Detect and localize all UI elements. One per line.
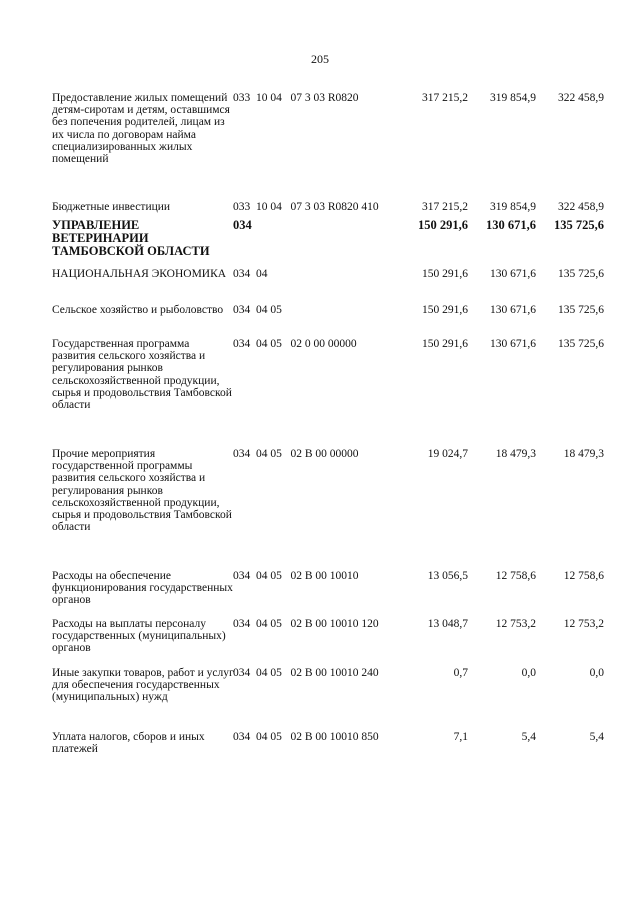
value-year-1: 0,7 <box>453 667 468 679</box>
value-year-3: 5,4 <box>589 731 604 743</box>
row-name: Сельское хозяйство и рыболовство <box>52 304 224 316</box>
value-year-2: 319 854,9 <box>490 92 536 104</box>
value-year-1: 13 048,7 <box>427 618 468 630</box>
value-year-2: 130 671,6 <box>490 338 536 350</box>
value-year-1: 150 291,6 <box>422 304 468 316</box>
value-year-2: 5,4 <box>521 731 536 743</box>
row-code: 033 10 04 07 3 03 R0820 <box>233 92 359 104</box>
value-year-2: 319 854,9 <box>490 201 536 213</box>
row-name: Государственная программа развития сельского хозяйства и регулирования рынков сельскохозяйственной продукции, сырья и продовольствия Тамбовской области <box>52 338 232 412</box>
page-number: 205 <box>311 52 329 66</box>
row-name: Прочие мероприятия государственной программы развития сельского хозяйства и регулирования рынков сельскохозяйственной продукции, сырья и продовольствия Тамбовской области <box>52 448 232 534</box>
row-code: 034 04 <box>233 268 268 280</box>
value-year-1: 317 215,2 <box>422 201 468 213</box>
value-year-3: 135 725,6 <box>558 304 604 316</box>
value-year-3: 12 753,2 <box>563 618 604 630</box>
row-name: Расходы на обеспечение функционирования государственных органов <box>52 570 233 607</box>
value-year-3: 18 479,3 <box>563 448 604 460</box>
row-name: Предоставление жилых помещений детям-сиротам и детям, оставшимся без попечения родителей, лицам из их числа по договорам найма специализированных жилых помещений <box>52 92 230 166</box>
value-year-1: 150 291,6 <box>418 218 468 232</box>
value-year-1: 150 291,6 <box>422 338 468 350</box>
row-code: 034 <box>233 218 252 232</box>
row-code: 034 04 05 02 В 00 10010 850 <box>233 731 379 743</box>
row-name: Бюджетные инвестиции <box>52 201 171 213</box>
row-code: 034 04 05 <box>233 304 282 316</box>
value-year-3: 12 758,6 <box>563 570 604 582</box>
value-year-1: 13 056,5 <box>427 570 468 582</box>
value-year-1: 150 291,6 <box>422 268 468 280</box>
row-name: Иные закупки товаров, работ и услуг для обеспечения государственных (муниципальных) нужд <box>52 667 234 704</box>
value-year-2: 130 671,6 <box>490 304 536 316</box>
value-year-2: 18 479,3 <box>495 448 536 460</box>
value-year-2: 130 671,6 <box>486 218 536 232</box>
value-year-1: 317 215,2 <box>422 92 468 104</box>
row-code: 034 04 05 02 В 00 10010 120 <box>233 618 379 630</box>
row-name: Расходы на выплаты персоналу государственных (муниципальных) органов <box>52 618 226 655</box>
value-year-2: 0,0 <box>521 667 536 679</box>
value-year-3: 0,0 <box>589 667 604 679</box>
value-year-3: 322 458,9 <box>558 92 604 104</box>
value-year-3: 135 725,6 <box>558 268 604 280</box>
row-name: Уплата налогов, сборов и иных платежей <box>52 731 205 756</box>
row-code: 034 04 05 02 В 00 10010 240 <box>233 667 379 679</box>
row-name: НАЦИОНАЛЬНАЯ ЭКОНОМИКА <box>52 268 227 280</box>
row-name: УПРАВЛЕНИЕ ВЕТЕРИНАРИИ ТАМБОВСКОЙ ОБЛАСТИ <box>52 218 210 258</box>
value-year-2: 130 671,6 <box>490 268 536 280</box>
row-code: 034 04 05 02 В 00 10010 <box>233 570 359 582</box>
value-year-3: 322 458,9 <box>558 201 604 213</box>
row-code: 033 10 04 07 3 03 R0820 410 <box>233 201 379 213</box>
value-year-2: 12 753,2 <box>495 618 536 630</box>
row-code: 034 04 05 02 В 00 00000 <box>233 448 359 460</box>
value-year-2: 12 758,6 <box>495 570 536 582</box>
value-year-1: 19 024,7 <box>427 448 468 460</box>
value-year-1: 7,1 <box>453 731 468 743</box>
value-year-3: 135 725,6 <box>558 338 604 350</box>
value-year-3: 135 725,6 <box>554 218 604 232</box>
row-code: 034 04 05 02 0 00 00000 <box>233 338 357 350</box>
